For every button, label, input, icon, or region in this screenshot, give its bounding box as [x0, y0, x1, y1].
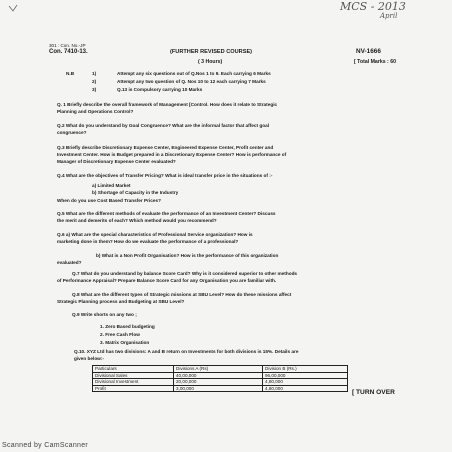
- question-2-cont: congruence?: [57, 130, 87, 135]
- table-cell: 40,00,000: [174, 372, 263, 379]
- question-4-item: a) Limited Market: [92, 183, 131, 188]
- table-header-row: [93, 366, 348, 373]
- question-1: Q. 1 Briefly describe the overall framework of Management [Control. How does it relate to Strategic: [57, 102, 278, 107]
- table-cell: Divisional Investment: [93, 379, 174, 386]
- handwritten-note-sub: April: [380, 12, 398, 20]
- note-text: Q.13 is Compulsory carrying 10 Marks: [117, 87, 203, 92]
- question-9-item: 2. Free Cash Flow: [100, 332, 140, 337]
- question-3: Q.3 Briefly describe Discretionary Expense Center, Engineered Expense Center, Profit center and: [57, 145, 274, 150]
- table-cell: 3,00,000: [174, 385, 263, 392]
- question-4-item: b) Shortage of Capacity in the Industry: [92, 190, 179, 195]
- tick-mark-icon: [8, 4, 18, 12]
- question-1-cont: Planning and Operations Control?: [57, 109, 134, 114]
- question-9-item: 1. Zero Based budgeting: [100, 324, 155, 329]
- question-2: Q.2 What do you understand by Goal Congruence? What are the informal factor that affect goal: [57, 123, 269, 128]
- question-6b-cont: evaluated?: [57, 260, 82, 265]
- question-6a-cont: marketing done in them? How do we evaluate the performance of a professional?: [57, 239, 239, 244]
- question-6a: Q.6 a) What are the special characteristics of Professional Service organization? How is: [57, 232, 253, 237]
- question-5-cont: the merit and demerits of each? Which method would you recommend?: [57, 218, 217, 223]
- notes-label: N.B: [66, 71, 75, 76]
- handwritten-note: MCS - 2013: [340, 0, 406, 13]
- scanner-footer: Scanned by CamScanner: [2, 442, 89, 449]
- note-num: 3): [92, 87, 97, 92]
- question-9: Q.9 Write shorts on any two ;: [72, 312, 137, 317]
- question-8-cont: Strategic Planning process and Budgeting at SBU Level?: [57, 299, 185, 304]
- note-text: Attempt any two question of Q. Nos 10 to 12 each carrying 7 Marks: [117, 79, 266, 84]
- question-10-cont: given below:-: [74, 356, 104, 361]
- course-title: (FURTHER REVISED COURSE): [170, 49, 253, 55]
- table-row: [93, 385, 348, 392]
- note-num: 1): [92, 71, 97, 76]
- table-header-cell: Divisions A (Rs): [174, 366, 263, 373]
- con-number: Con. 7410-13.: [49, 49, 88, 55]
- question-4: Q.4 What are the objectives of Transfer Pricing? What is ideal transfer price in the situations of :-: [57, 173, 273, 178]
- question-9-item: 3. Matrix Organisation: [100, 340, 150, 345]
- table-cell: 4,80,000: [263, 385, 348, 392]
- table-cell: 4,80,000: [263, 379, 348, 386]
- question-5: Q.5 What are the different methods of evaluate the performance of an Investment Center? Discuss: [57, 211, 276, 216]
- question-3-cont: Manager of Discretionary Expense Center evaluated?: [57, 159, 176, 164]
- question-4-cont: When do you use Cost Based Transfer Prices?: [57, 198, 161, 203]
- divisions-table: [92, 365, 348, 392]
- table-row: [93, 372, 348, 379]
- code-line: 301 : Con. No.-JP: [49, 43, 86, 48]
- table-header-cell: Division B (Rs.): [263, 366, 348, 373]
- question-3-cont: Investment Center. How is Budget prepared in a Discretionary Expense Center? How is performance of: [57, 152, 287, 157]
- table-header-cell: Particulars: [93, 366, 174, 373]
- table-cell: 20,00,000: [174, 379, 263, 386]
- question-7: Q.7 What do you understand by balance Score Card? Why is it considered superior to other methods: [72, 271, 298, 276]
- table-cell: Profit: [93, 385, 174, 392]
- note-num: 2): [92, 79, 97, 84]
- table-cell: 96,00,000: [263, 372, 348, 379]
- question-8: Q.8 What are the different types of Strategic missions at SBU Level? How do these missions affect: [72, 292, 292, 297]
- turn-over: [ TURN OVER: [352, 389, 395, 396]
- table-cell: Divisional Sales: [93, 372, 174, 379]
- question-6b: b) What is a Non Profit Organisation? How is the performance of this organization: [96, 253, 279, 258]
- total-marks: [ Total Marks : 60: [354, 59, 396, 65]
- note-text: Attempt any six questions out of Q.Nos 1 to 9. Each carrying 6 Marks: [117, 71, 271, 76]
- question-7-cont: of Performance Appraisal? Prepare Balance Score Card for any Organisation you are familiar with.: [57, 278, 277, 283]
- duration: ( 3 Hours): [198, 59, 223, 65]
- table-row: [93, 379, 348, 386]
- question-10: Q.10. XYZ Ltd has two divisions: A and B return on Investments for both divisions is 15%. Details are: [74, 349, 299, 354]
- paper-code: NV-1666: [356, 48, 381, 55]
